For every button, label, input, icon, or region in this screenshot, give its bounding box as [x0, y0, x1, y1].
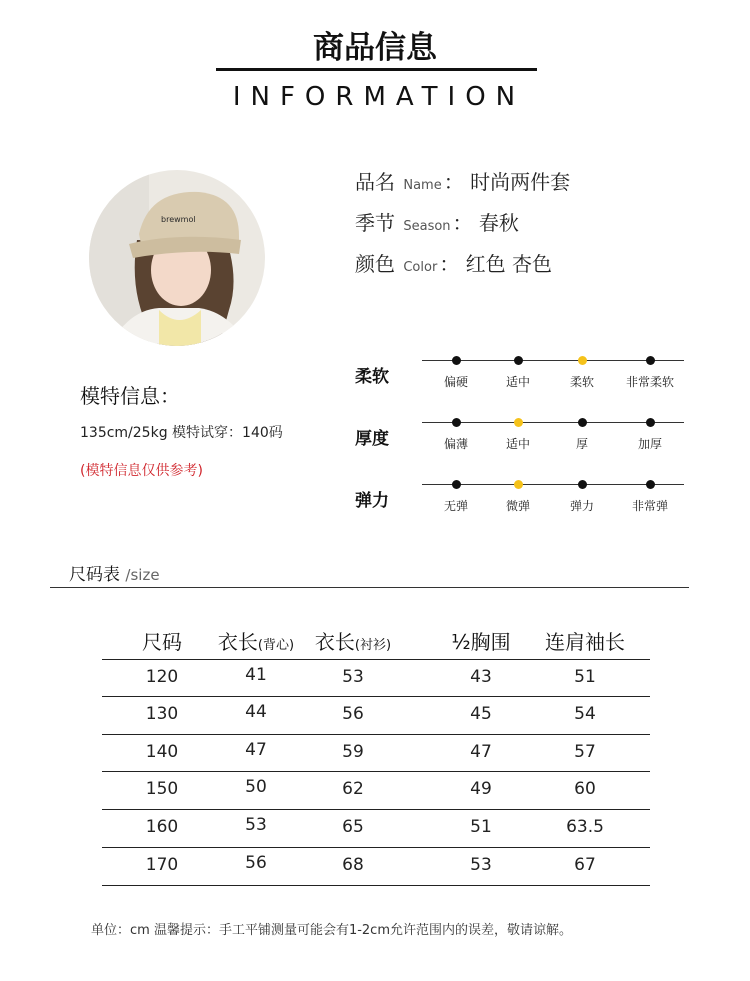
- title-divider: [216, 68, 537, 71]
- scale-label: 厚度: [355, 429, 389, 449]
- size-table-rule: [102, 771, 650, 772]
- size-table-cell: 68: [342, 855, 364, 875]
- product-season-value: 春秋: [478, 211, 519, 235]
- size-table-cell: 170: [145, 855, 179, 875]
- scale-option: 偏硬: [443, 375, 468, 389]
- product-name-label: 品名: [355, 170, 395, 194]
- size-table-cell: 43: [470, 667, 492, 687]
- scale-label: 弹力: [355, 491, 389, 511]
- size-table-header: [515, 626, 655, 655]
- size-table-rule: [102, 696, 650, 697]
- page-title: 商品信息: [313, 30, 437, 66]
- product-season-row: [355, 207, 519, 236]
- product-name-value: 时尚两件套: [470, 170, 571, 194]
- size-table-header-main: 衣长: [314, 630, 355, 654]
- size-table-cell: 65: [342, 817, 364, 837]
- svg-text:brewmol: brewmol: [161, 215, 196, 224]
- model-info-spec: 135cm/25kg 模特试穿：140码: [80, 425, 283, 441]
- size-table-cell: 54: [574, 704, 596, 724]
- size-table-cell: 45: [470, 704, 492, 724]
- size-table-header: [283, 626, 423, 655]
- scale-dot-selected: [514, 418, 523, 427]
- size-table-cell: 60: [574, 779, 596, 799]
- scale-dot-selected: [514, 480, 523, 489]
- scale-dot: [646, 418, 655, 427]
- scale-track: [422, 360, 684, 361]
- colon: ：: [443, 170, 464, 194]
- scale-dot: [452, 356, 461, 365]
- scale-dot: [514, 356, 523, 365]
- size-table-cell: 53: [470, 855, 492, 875]
- size-table-rule: [102, 734, 650, 735]
- size-table-cell: 51: [574, 667, 596, 687]
- size-chart-title: [69, 560, 160, 585]
- footnote: 单位：cm 温馨提示：手工平铺测量可能会有1-2cm允许范围内的误差，敬请谅解。: [91, 923, 572, 938]
- product-season-label: 季节: [355, 211, 395, 235]
- model-info-note: (模特信息仅供参考): [80, 463, 203, 479]
- product-color-label-en: Color: [403, 260, 438, 275]
- scale-track: [422, 422, 684, 423]
- size-table-header-sub: (背心): [257, 638, 295, 653]
- size-table-cell: 50: [245, 777, 267, 797]
- size-table-cell: 59: [342, 742, 364, 762]
- scale-option: 非常柔软: [625, 375, 674, 389]
- model-photo-illustration: [89, 170, 265, 346]
- scale-label: 柔软: [355, 367, 389, 387]
- product-color-row: [355, 248, 552, 277]
- size-chart-title-cn: 尺码表: [69, 565, 120, 585]
- size-table-cell: 160: [145, 817, 179, 837]
- size-table-cell: 47: [245, 740, 267, 760]
- scale-dot: [452, 418, 461, 427]
- size-table-cell: 120: [145, 667, 179, 687]
- size-chart-divider: [50, 587, 689, 588]
- scale-dot: [646, 356, 655, 365]
- size-table-cell: 41: [245, 665, 267, 685]
- size-table-cell: 62: [342, 779, 364, 799]
- size-table-rule: [102, 885, 650, 886]
- size-table-cell: 56: [342, 704, 364, 724]
- size-table-cell: 57: [574, 742, 596, 762]
- size-table-cell: 130: [145, 704, 179, 724]
- scale-option: 微弹: [505, 499, 530, 513]
- size-table-cell: 140: [145, 742, 179, 762]
- size-table-rule: [102, 809, 650, 810]
- scale-option: 适中: [505, 437, 530, 451]
- size-table-cell: 44: [245, 702, 267, 722]
- scale-option: 厚: [575, 437, 588, 451]
- page-subtitle: INFORMATION: [232, 82, 526, 112]
- size-table-rule: [102, 847, 650, 848]
- size-table-header-main: 连肩袖长: [545, 630, 625, 654]
- model-photo: [89, 170, 265, 346]
- product-color-value: 红色 杏色: [465, 252, 553, 276]
- scale-dot: [578, 480, 587, 489]
- product-name-label-en: Name: [403, 178, 442, 193]
- scale-option: 适中: [505, 375, 530, 389]
- scale-option: 无弹: [443, 499, 468, 513]
- scale-track: [422, 484, 684, 485]
- size-table-cell: 51: [470, 817, 492, 837]
- size-table-header-main: 尺码: [142, 630, 182, 654]
- size-table-cell: 67: [574, 855, 596, 875]
- product-season-label-en: Season: [403, 219, 451, 234]
- scale-option: 非常弹: [631, 499, 668, 513]
- size-chart-title-en: /size: [125, 566, 160, 584]
- scale-dot-selected: [578, 356, 587, 365]
- size-table-cell: 49: [470, 779, 492, 799]
- size-table-header-sub: (衬衫): [354, 638, 392, 653]
- size-table-cell: 53: [245, 815, 267, 835]
- size-table-header-main: ½胸围: [451, 630, 511, 654]
- size-table-cell: 63.5: [566, 817, 604, 837]
- scale-option: 柔软: [569, 375, 594, 389]
- scale-dot: [452, 480, 461, 489]
- product-name-row: [355, 166, 570, 195]
- size-table-cell: 56: [245, 853, 267, 873]
- size-table-cell: 53: [342, 667, 364, 687]
- colon: ：: [452, 211, 473, 235]
- product-color-label: 颜色: [355, 252, 395, 276]
- scale-option: 偏薄: [443, 437, 468, 451]
- size-table-cell: 47: [470, 742, 492, 762]
- scale-option: 加厚: [637, 437, 662, 451]
- scale-dot: [578, 418, 587, 427]
- colon: ：: [439, 252, 460, 276]
- size-table-header-main: 衣长: [217, 630, 258, 654]
- scale-option: 弹力: [569, 499, 594, 513]
- size-table-cell: 150: [145, 779, 179, 799]
- size-table-rule: [102, 659, 650, 660]
- model-info-title: 模特信息：: [80, 384, 180, 408]
- scale-dot: [646, 480, 655, 489]
